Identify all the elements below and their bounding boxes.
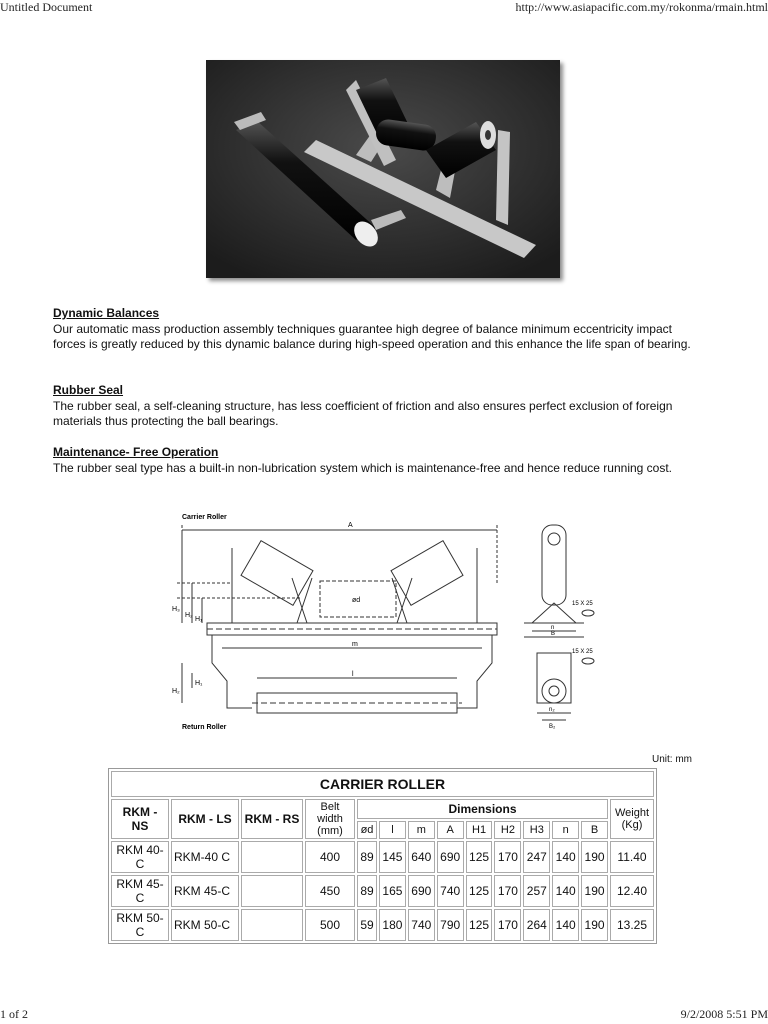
cell-h2: 170 <box>494 841 521 873</box>
slot-size-label-top: 15 X 25 <box>572 601 593 607</box>
page-number: 1 of 2 <box>0 1007 28 1021</box>
cell-ls: RKM 50-C <box>171 909 239 941</box>
col-header-dimensions: Dimensions <box>357 799 608 819</box>
roller-dimension-drawing <box>152 503 607 735</box>
cell-l: 180 <box>379 909 406 941</box>
return-roller-label: Return Roller <box>182 724 227 731</box>
cell-ns: RKM 45-C <box>111 875 169 907</box>
table-title: CARRIER ROLLER <box>111 771 654 797</box>
dimension-n-label: n <box>551 625 555 631</box>
cell-belt: 500 <box>305 909 355 941</box>
cell-belt: 450 <box>305 875 355 907</box>
cell-h3: 264 <box>523 909 550 941</box>
col-header-ls: RKM - LS <box>171 799 239 839</box>
cell-n: 140 <box>552 875 579 907</box>
cell-weight: 12.40 <box>610 875 654 907</box>
subheader-l: l <box>379 821 406 839</box>
cell-weight: 11.40 <box>610 841 654 873</box>
subheader-m: m <box>408 821 435 839</box>
cell-ns: RKM 50-C <box>111 909 169 941</box>
section-maintenance-free <box>53 445 703 476</box>
dimension-od-label: ød <box>352 597 361 604</box>
cell-h3: 247 <box>523 841 550 873</box>
conveyor-roller-photo <box>206 60 560 278</box>
cell-ls: RKM 45-C <box>171 875 239 907</box>
cell-weight: 13.25 <box>610 909 654 941</box>
subheader-b: B <box>581 821 608 839</box>
cell-b: 190 <box>581 841 608 873</box>
cell-n: 140 <box>552 909 579 941</box>
unit-label: Unit: mm <box>652 754 692 765</box>
cell-a: 690 <box>437 841 464 873</box>
subheader-a: A <box>437 821 464 839</box>
cell-belt: 400 <box>305 841 355 873</box>
cell-m: 740 <box>408 909 435 941</box>
cell-h1: 125 <box>466 841 493 873</box>
carrier-roller-table <box>108 768 657 944</box>
cell-ls: RKM-40 C <box>171 841 239 873</box>
document-title: Untitled Document <box>0 0 93 14</box>
section-heading: Dynamic Balances <box>53 306 160 320</box>
cell-h3: 257 <box>523 875 550 907</box>
section-body: The rubber seal, a self-cleaning structure, has less coefficient of friction and also ensures perfect exclusion of foreign materials thus protecting the ball bearings. <box>53 398 673 428</box>
dimension-h3-label: H₃ <box>172 606 180 613</box>
cell-rs <box>241 875 303 907</box>
cell-od: 59 <box>357 909 377 941</box>
cell-ns: RKM 40-C <box>111 841 169 873</box>
dimension-h1-label: H₁ <box>195 616 203 623</box>
source-url[interactable]: http://www.asiapacific.com.my/rokonma/rmain.html <box>515 0 768 14</box>
cell-od: 89 <box>357 875 377 907</box>
section-body: Our automatic mass production assembly techniques guarantee high degree of balance minimum eccentricity impact forces is greatly reduced by this dynamic balance during high-speed operation and this enhance the life span of bearing. <box>53 321 691 351</box>
dimension-n2-label: n₂ <box>549 707 555 713</box>
technical-drawing <box>152 503 607 735</box>
dimension-h1-return-label: H₁ <box>195 680 203 687</box>
cell-od: 89 <box>357 841 377 873</box>
cell-a: 740 <box>437 875 464 907</box>
print-datetime: 9/2/2008 5:51 PM <box>680 1007 768 1021</box>
section-body: The rubber seal type has a built-in non-lubrication system which is maintenance-free and hence reduce running cost. <box>53 460 673 475</box>
col-header-weight: Weight (Kg) <box>610 799 654 839</box>
section-heading: Maintenance- Free Operation <box>53 445 219 459</box>
cell-h1: 125 <box>466 875 493 907</box>
table-row <box>111 841 654 873</box>
subheader-h2: H2 <box>494 821 521 839</box>
dimension-l-label: l <box>352 671 354 678</box>
col-header-belt: Belt width (mm) <box>305 799 355 839</box>
slot-size-label-bottom: 15 X 25 <box>572 649 593 655</box>
dimension-a-label: A <box>348 522 353 529</box>
dimension-b2-label: B₂ <box>549 724 556 730</box>
carrier-roller-label: Carrier Roller <box>182 514 227 521</box>
cell-b: 190 <box>581 875 608 907</box>
subheader-od: ød <box>357 821 377 839</box>
col-header-rs: RKM - RS <box>241 799 303 839</box>
dimension-h2-label: H₂ <box>185 612 193 619</box>
cell-rs <box>241 909 303 941</box>
cell-rs <box>241 841 303 873</box>
cell-m: 640 <box>408 841 435 873</box>
table-row <box>111 909 654 941</box>
col-header-ns: RKM - NS <box>111 799 169 839</box>
cell-h1: 125 <box>466 909 493 941</box>
section-heading: Rubber Seal <box>53 383 124 397</box>
cell-b: 190 <box>581 909 608 941</box>
section-dynamic-balances <box>53 306 703 353</box>
dimension-b-label: B <box>551 631 556 637</box>
roller-illustration <box>206 60 560 278</box>
cell-m: 690 <box>408 875 435 907</box>
cell-n: 140 <box>552 841 579 873</box>
cell-a: 790 <box>437 909 464 941</box>
cell-h2: 170 <box>494 909 521 941</box>
dimension-h2-return-label: H₂ <box>172 688 180 695</box>
cell-l: 165 <box>379 875 406 907</box>
dimension-m-label: m <box>352 641 358 648</box>
subheader-n: n <box>552 821 579 839</box>
subheader-h3: H3 <box>523 821 550 839</box>
table-row <box>111 875 654 907</box>
cell-l: 145 <box>379 841 406 873</box>
section-rubber-seal <box>53 383 703 430</box>
subheader-h1: H1 <box>466 821 493 839</box>
cell-h2: 170 <box>494 875 521 907</box>
